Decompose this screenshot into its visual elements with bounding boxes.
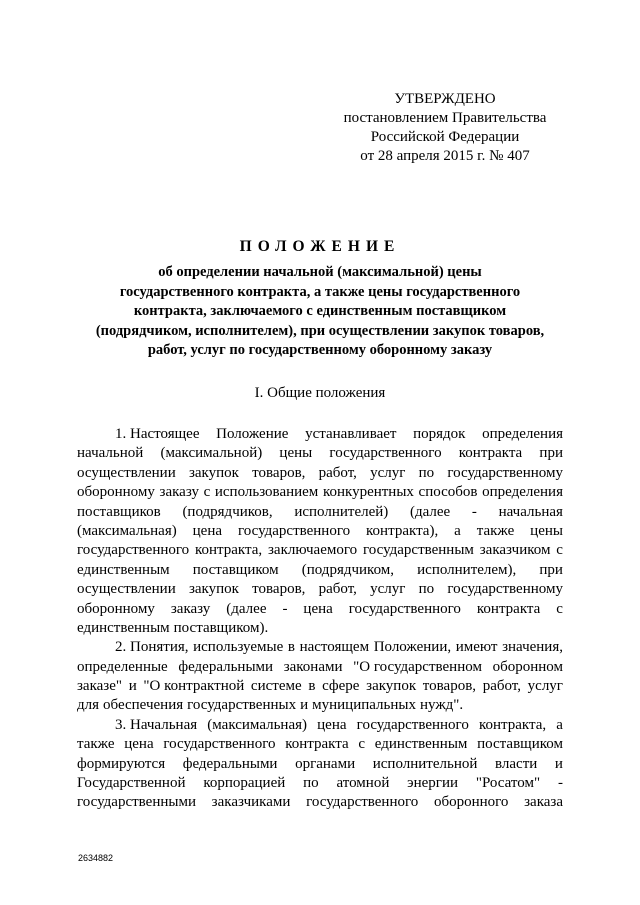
body-word: определенные [77,658,168,675]
body-word: конкурентных [322,484,414,501]
body-word: значения, [502,639,563,656]
body-word: формируются [77,755,166,772]
body-line [77,716,563,735]
body-word: (максимальная) [77,522,177,539]
body-word: работ, [318,581,357,598]
body-word: товаров, [252,464,306,481]
subtitle-line: об определении начальной (максимальной) цены [158,264,482,280]
body-word: с [556,542,563,559]
body-line [77,444,563,463]
body-word: устанавливает [305,426,397,442]
body-line [77,638,563,657]
body-line [77,774,563,793]
subtitle-line: контракта, заключаемого с единственным поставщиком [133,303,507,319]
body-word: обеспечения [103,697,184,714]
body-word: оборонном [492,658,563,675]
body-word: сфере [322,678,360,695]
body-word: с [203,484,211,501]
body-word: оборонного [433,794,509,811]
body-word: Положение [216,426,289,442]
body-line [77,464,563,483]
body-word: 2. Понятия, [115,639,189,656]
body-word: услуг [527,678,563,695]
body-word: услуг [370,464,406,481]
approval-line: от 28 апреля 2015 г. № 407 [360,148,530,164]
body-word: осуществлении [77,464,176,481]
body-word: "О государственном [353,658,482,675]
body-word: услуг [370,581,406,598]
body-word: заказу [170,600,211,617]
body-word: государственных [187,697,297,714]
approval-line: Российской Федерации [370,129,520,145]
body-word: контракта, [478,716,547,733]
body-word: контракта, [194,542,263,559]
approval-line: постановлением Правительства [343,110,547,126]
body-word: государственными [77,794,196,811]
body-word: государственным [362,542,474,559]
body-word: закупок [188,464,239,481]
body-word: заказе" [77,678,123,695]
body-word: заказчиками [211,794,291,811]
body-word: определения [482,426,563,442]
body-word: товаров, [422,678,477,695]
subtitle-line: государственного контракта, а также цены государственного [119,283,521,300]
body-line [77,561,563,580]
body-word: корпорацией [203,775,286,792]
body-line [77,658,563,677]
body-word: и [554,755,563,772]
body-line [77,619,563,638]
body-word: также [77,736,115,753]
body-word: Положении, [373,639,452,656]
body-word: "О контрактной [143,678,245,695]
subtitle-line: (подрядчиком, исполнителем), при осуществлении закупок товаров, [95,322,545,339]
body-word: товаров, [252,581,306,598]
body-word: (максимальной) [160,445,263,462]
approval-stamp [330,90,560,166]
body-word: власти [495,755,538,772]
body-word: также [476,522,515,539]
body-word: государственного [163,736,276,753]
body-word: начальной [77,445,144,462]
body-word: Государственной [77,775,186,792]
body-word: государственному [447,464,563,481]
body-line [77,696,563,715]
body-word: определения [482,484,563,501]
document-title: ПОЛОЖЕНИЕ [239,238,401,255]
body-word: заказчиком [479,542,551,559]
body-line [77,483,563,502]
body-word: 1. Настоящее [115,426,200,442]
body-word: государственного [237,522,351,539]
body-word: цены [279,445,313,462]
body-word: государственному [447,581,563,598]
body-word: поставщиком [192,561,279,578]
body-word: заказу [159,484,199,501]
body-text [77,425,563,813]
body-line [77,425,563,444]
body-word: при [539,561,563,578]
body-word: а [556,716,563,733]
body-word: системе [250,678,302,695]
body-word: закупок [188,581,239,598]
body-word: атомной [336,775,390,792]
body-word: и [300,697,309,714]
body-line [77,580,563,599]
body-word: оборонному [77,484,155,501]
body-word: цена [124,736,154,753]
body-word: (далее [226,600,267,617]
body-word: а [454,522,461,539]
subtitle-line: работ, услуг по государственному оборонному заказу [147,342,493,358]
body-word: энергии [407,775,459,792]
body-word: - [471,503,477,520]
document-subtitle [80,263,560,361]
body-word: заключаемого [268,542,358,559]
body-line [77,793,563,812]
body-word: способов [418,484,478,501]
body-word: (максимальная) [207,716,308,733]
body-word: государственного [306,794,419,811]
body-word: и [128,678,137,695]
body-line [77,522,563,541]
body-word: в [287,639,295,656]
body-line [77,677,563,696]
body-word: для [77,697,100,714]
body-word: единственным [374,736,468,753]
body-word: (далее [409,503,451,520]
body-word: используемые [193,639,284,656]
body-line [77,735,563,754]
body-word: федеральными [178,658,274,675]
body-word: (подрядчиков, [182,503,273,520]
body-word: исполнителей) [294,503,389,520]
body-word: поставщиком [477,736,563,753]
body-word: работ, [482,678,521,695]
body-word: законами [283,658,343,675]
body-word: государственного [348,600,461,617]
document-code: 2634882 [78,853,114,863]
body-word: единственным [77,561,170,578]
body-word: "Росатом" [475,775,541,792]
body-word: оборонному [77,600,155,617]
body-word: - [282,600,288,617]
body-word: - [557,775,563,792]
body-word: поставщиков [77,503,161,520]
body-word: государственного [356,716,469,733]
body-word: с [556,600,563,617]
section-heading: I. Общие положения [254,385,386,401]
body-word: контракта [458,445,523,462]
body-word: настоящем [299,639,370,656]
body-word: по [303,775,319,792]
body-word: органами [295,755,356,772]
body-line [77,503,563,522]
body-word: работ, [318,464,357,481]
body-word: единственным [77,619,170,636]
body-word: осуществлении [77,581,176,598]
body-word: заказа [524,794,563,811]
body-word: исполнителем), [417,561,517,578]
body-line [77,541,563,560]
body-word: контракта [476,600,541,617]
body-word: (подрядчиком, [301,561,395,578]
body-word: в [308,678,316,695]
approval-line: УТВЕРЖДЕНО [394,91,496,107]
body-word: использованием [214,484,319,501]
body-word: нужд". [419,697,464,714]
body-word: поставщиком). [173,619,269,636]
body-word: порядок [413,426,466,442]
body-word: государственного [329,445,442,462]
body-line [77,600,563,619]
body-word: закупок [366,678,417,695]
body-word: по [418,464,435,481]
body-word: 3. Начальная [115,716,198,733]
body-word: начальная [498,503,563,520]
body-word: цена [192,522,223,539]
body-word: цена [303,600,333,617]
body-word: по [418,581,435,598]
body-word: федеральными [182,755,278,772]
body-word: контракта [285,736,349,753]
body-word: контракта), [366,522,439,539]
body-word: исполнительной [372,755,478,772]
body-word: с [358,736,366,753]
body-word: цены [530,522,563,539]
body-word: имеют [455,639,498,656]
body-word: муниципальных [312,697,416,714]
body-word: при [539,445,563,462]
body-word: цена [317,716,347,733]
body-line [77,755,563,774]
body-word: государственного [77,542,190,559]
